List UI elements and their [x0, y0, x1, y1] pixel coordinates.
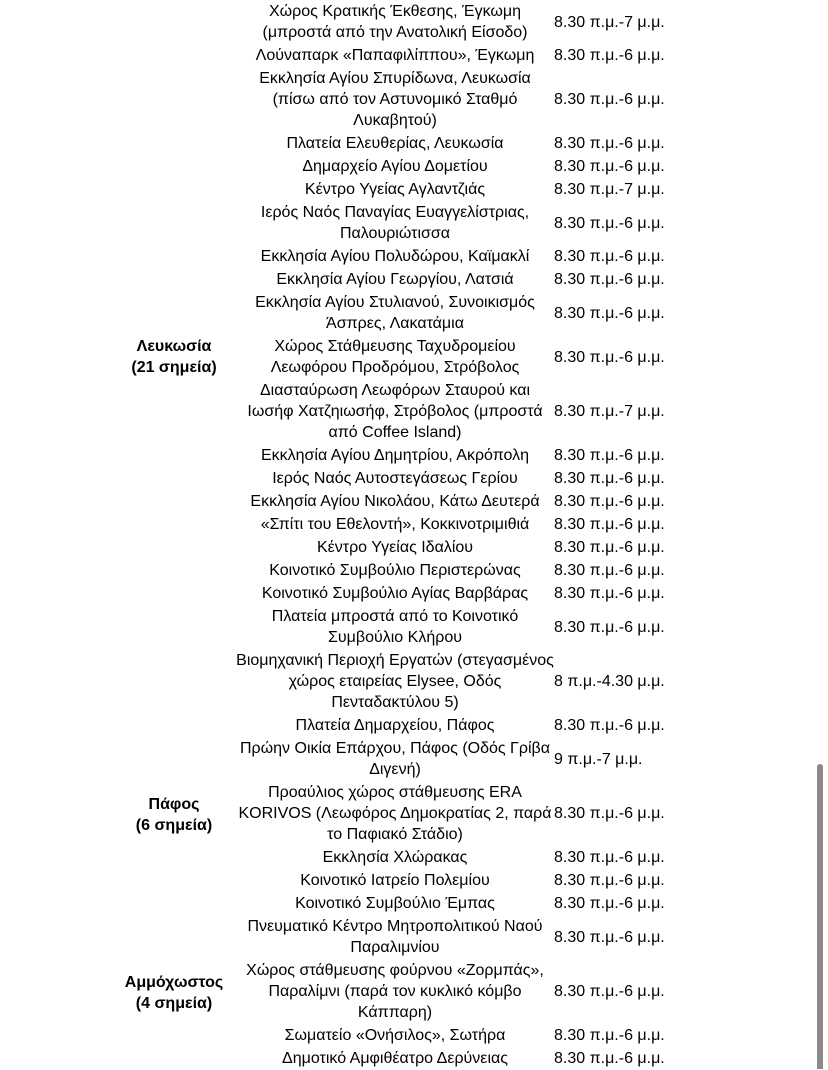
hours-cell: 8.30 π.μ.-6 μ.μ.: [554, 805, 665, 822]
location-cell: Δημοτικό Αμφιθέατρο Δερύνειας: [282, 1050, 508, 1067]
hours-cell: 8.30 π.μ.-6 μ.μ.: [554, 135, 665, 152]
location-cell: Εκκλησία Αγίου Πολυδώρου, Καϊμακλί: [260, 248, 530, 265]
location-cell: «Σπίτι του Εθελοντή», Κοκκινοτριμιθιά: [260, 516, 530, 533]
hours-cell: 8.30 π.μ.-6 μ.μ.: [554, 1027, 665, 1044]
location-cell: Διασταύρωση Λεωφόρων Σταυρού και Ιωσήφ Χατζηιωσήφ, Στρόβολος (μπροστά από Coffee Island): [247, 382, 543, 441]
location-cell: Πρώην Οικία Επάρχου, Πάφος (Οδός Γρίβα Διγενή): [240, 740, 550, 778]
location-cell: Ιερός Ναός Παναγίας Ευαγγελίστριας, Παλουριώτισσα: [260, 204, 530, 242]
location-cell: Λούναπαρκ «Παπαφιλίππου», Έγκωμη: [255, 47, 535, 64]
hours-cell: 8.30 π.μ.-7 μ.μ.: [554, 181, 665, 198]
hours-cell: 8.30 π.μ.-6 μ.μ.: [554, 47, 665, 64]
hours-cell: 8.30 π.μ.-6 μ.μ.: [554, 214, 665, 232]
location-cell: Χώρος στάθμευσης φούρνου «Ζορμπάς», Παραλίμνι (παρά τον κυκλικό κόμβο Κάππαρη): [246, 962, 544, 1021]
location-cell: Βιομηχανική Περιοχή Εργατών (στεγασμένος χώρος εταιρείας Elysee, Οδός Πενταδακτύλου 5): [236, 652, 554, 711]
region-header-cell: [112, 915, 236, 1070]
hours-cell: 8.30 π.μ.-6 μ.μ.: [554, 493, 665, 510]
location-cell: Κοινοτικό Συμβούλιο Έμπας: [295, 895, 495, 912]
testing-sites-table: [112, 0, 694, 1070]
table-row: [112, 0, 694, 44]
region-point-count: (6 σημεία): [135, 816, 213, 834]
hours-cell: 8.30 π.μ.-6 μ.μ.: [554, 895, 665, 912]
location-cell: Εκκλησία Αγίου Γεωργίου, Λατσιά: [276, 271, 514, 288]
hours-cell: 8.30 π.μ.-6 μ.μ.: [554, 983, 665, 1000]
hours-cell: 8.30 π.μ.-7 μ.μ.: [554, 403, 665, 420]
location-cell: Κοινοτικό Συμβούλιο Περιστερώνας: [269, 562, 521, 579]
table-row: [112, 915, 694, 959]
location-cell: Χώρος Στάθμευσης Ταχυδρομείου Λεωφόρου Προδρόμου, Στρόβολος: [270, 338, 520, 376]
hours-cell: 9 π.μ.-7 μ.μ.: [554, 750, 643, 768]
hours-cell: 8.30 π.μ.-6 μ.μ.: [554, 348, 665, 366]
location-cell: Εκκλησία Χλώρακας: [322, 849, 468, 866]
region-header-cell: [112, 0, 236, 714]
location-cell: Κοινοτικό Ιατρείο Πολεμίου: [300, 872, 490, 889]
hours-cell: 8.30 π.μ.-6 μ.μ.: [554, 516, 665, 533]
location-cell: Προαύλιος χώρος στάθμευσης ERA KORIVOS (Λεωφόρος Δημοκρατίας 2, παρά το Παφιακό Στάδιο): [238, 784, 552, 843]
location-cell: Κοινοτικό Συμβούλιο Αγίας Βαρβάρας: [261, 585, 529, 602]
hours-cell: 8.30 π.μ.-6 μ.μ.: [554, 271, 665, 288]
region-header-cell: [112, 714, 236, 915]
region-name: Λευκωσία: [136, 338, 212, 355]
region-name: Αμμόχωστος: [124, 973, 224, 991]
region-name: Πάφος: [148, 795, 200, 813]
hours-cell: 8.30 π.μ.-6 μ.μ.: [554, 248, 665, 265]
hours-cell: 8.30 π.μ.-6 μ.μ.: [554, 849, 665, 866]
table-row: [112, 714, 694, 737]
hours-cell: 8.30 π.μ.-6 μ.μ.: [554, 717, 665, 734]
location-cell: Πλατεία μπροστά από το Κοινοτικό Συμβούλιο Κλήρου: [271, 608, 519, 646]
location-cell: Εκκλησία Αγίου Δημητρίου, Ακρόπολη: [260, 447, 530, 464]
location-cell: Πλατεία Δημαρχείου, Πάφος: [295, 717, 495, 734]
scrollbar-thumb[interactable]: [817, 764, 823, 1069]
hours-cell: 8.30 π.μ.-6 μ.μ.: [554, 470, 665, 487]
location-cell: Πλατεία Ελευθερίας, Λευκωσία: [286, 135, 504, 152]
region-point-count: (4 σημεία): [135, 994, 213, 1012]
hours-cell: 8 π.μ.-4.30 μ.μ.: [554, 673, 665, 690]
testing-sites-table-container: [112, 0, 694, 1070]
hours-cell: 8.30 π.μ.-6 μ.μ.: [554, 618, 665, 636]
hours-cell: 8.30 π.μ.-7 μ.μ.: [554, 13, 665, 31]
region-point-count: (21 σημεία): [131, 359, 217, 376]
hours-cell: 8.30 π.μ.-6 μ.μ.: [554, 562, 665, 579]
location-cell: Εκκλησία Αγίου Στυλιανού, Συνοικισμός Άσπρες, Λακατάμια: [255, 294, 535, 332]
location-cell: Ιερός Ναός Αυτοστεγάσεως Γερίου: [272, 470, 518, 487]
hours-cell: 8.30 π.μ.-6 μ.μ.: [554, 872, 665, 889]
location-cell: Σωματείο «Ονήσιλος», Σωτήρα: [284, 1027, 506, 1044]
hours-cell: 8.30 π.μ.-6 μ.μ.: [554, 928, 665, 946]
hours-cell: 8.30 π.μ.-6 μ.μ.: [554, 91, 665, 108]
hours-cell: 8.30 π.μ.-6 μ.μ.: [554, 585, 665, 602]
hours-cell: 8.30 π.μ.-6 μ.μ.: [554, 447, 665, 464]
location-cell: Δημαρχείο Αγίου Δομετίου: [302, 158, 488, 175]
hours-cell: 8.30 π.μ.-6 μ.μ.: [554, 158, 665, 175]
location-cell: Εκκλησία Αγίου Σπυρίδωνα, Λευκωσία (πίσω από τον Αστυνομικό Σταθμό Λυκαβητού): [259, 70, 531, 129]
location-cell: Πνευματικό Κέντρο Μητροπολιτικού Ναού Παραλιμνίου: [247, 918, 543, 956]
sites-table-body: [112, 0, 694, 1070]
location-cell: Εκκλησία Αγίου Νικολάου, Κάτω Δευτερά: [250, 493, 540, 510]
location-cell: Κέντρο Υγείας Αγλαντζιάς: [304, 181, 486, 198]
hours-cell: 8.30 π.μ.-6 μ.μ.: [554, 1050, 665, 1067]
location-cell: Κέντρο Υγείας Ιδαλίου: [316, 539, 474, 556]
location-cell: Χώρος Κρατικής Έκθεσης, Έγκωμη (μπροστά από την Ανατολική Είσοδο): [262, 3, 528, 41]
hours-cell: 8.30 π.μ.-6 μ.μ.: [554, 539, 665, 556]
hours-cell: 8.30 π.μ.-6 μ.μ.: [554, 304, 665, 322]
